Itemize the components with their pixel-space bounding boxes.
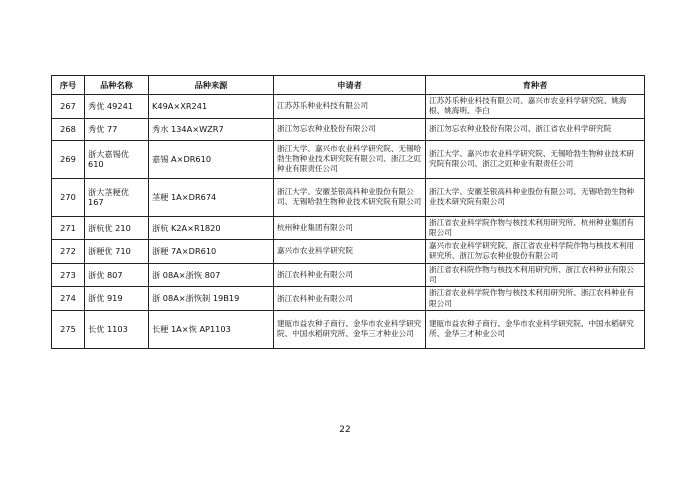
cell-breeder: 江苏苏乐种业科技有限公司、嘉兴市农业科学研究院、姚海根、姚海明、李白 (426, 95, 645, 119)
cell-variety-source: 浙粳 7A×DR610 (149, 240, 274, 264)
table-row (52, 310, 645, 348)
cell-applicant: 浙江勿忘农种业股份有限公司 (274, 118, 426, 140)
cell-no: 268 (52, 118, 85, 140)
cell-no: 269 (52, 140, 85, 178)
header-breeder: 育种者 (426, 76, 645, 95)
cell-variety-name: 浙优 807 (85, 263, 149, 287)
cell-breeder: 浙江大学、嘉兴市农业科学研究院、无锡哈勃生物种业技术研究院有限公司、浙江之豇种业有限责任公司 (426, 140, 645, 178)
cell-variety-source: 浙杭 K2A×R1820 (149, 216, 274, 240)
cell-applicant: 嘉兴市农业科学研究院 (274, 240, 426, 264)
cell-variety-name: 浙粳优 710 (85, 240, 149, 264)
table-header-row (52, 76, 645, 95)
cell-no: 272 (52, 240, 85, 264)
header-variety-source: 品种来源 (149, 76, 274, 95)
cell-variety-name: 秀优 49241 (85, 95, 149, 119)
cell-variety-source: 浙 08A×浙恢 807 (149, 263, 274, 287)
cell-applicant: 浙江大学、安徽荃银高科种业股份有限公司、无锡哈勃生物种业技术研究院有限公司 (274, 178, 426, 216)
cell-variety-name: 浙大嘉锡优 610 (85, 140, 149, 178)
header-variety-name: 品种名称 (85, 76, 149, 95)
cell-applicant: 浙江农科种业有限公司 (274, 287, 426, 311)
cell-variety-source: 嘉锡 A×DR610 (149, 140, 274, 178)
cell-variety-name: 浙大茎粳优 167 (85, 178, 149, 216)
cell-applicant: 江苏苏乐种业科技有限公司 (274, 95, 426, 119)
cell-breeder: 浙江勿忘农种业股份有限公司、浙江省农业科学研究院 (426, 118, 645, 140)
cell-no: 275 (52, 310, 85, 348)
cell-variety-source: K49A×XR241 (149, 95, 274, 119)
cell-variety-name: 长优 1103 (85, 310, 149, 348)
cell-breeder: 浙江省农业科学院作物与核技术利用研究所、杭州种业集团有限公司 (426, 216, 645, 240)
cell-applicant: 建瓯市益农种子商行、金华市农业科学研究院、中国水稻研究所、金华三才种业公司 (274, 310, 426, 348)
cell-no: 270 (52, 178, 85, 216)
cell-variety-source: 秀水 134A×WZR7 (149, 118, 274, 140)
cell-variety-source: 浙 08A×浙恢制 19B19 (149, 287, 274, 311)
header-no: 序号 (52, 76, 85, 95)
cell-applicant: 浙江农科种业有限公司 (274, 263, 426, 287)
table-row (52, 95, 645, 119)
cell-breeder: 建瓯市益农种子商行、金华市农业科学研究院、中国水稻研究所、金华三才种业公司 (426, 310, 645, 348)
cell-breeder: 浙江省农科院作物与核技术利用研究所、浙江农科种业有限公司 (426, 263, 645, 287)
cell-breeder: 浙江省农业科学院作物与核技术利用研究所、浙江农科种业有限公司 (426, 287, 645, 311)
cell-variety-source: 茎粳 1A×DR674 (149, 178, 274, 216)
cell-applicant: 浙江大学、嘉兴市农业科学研究院、无锡哈勃生物种业技术研究院有限公司、浙江之豇种业有限责任公司 (274, 140, 426, 178)
header-applicant: 申请者 (274, 76, 426, 95)
cell-variety-name: 浙杭优 210 (85, 216, 149, 240)
cell-no: 274 (52, 287, 85, 311)
table-row (52, 140, 645, 178)
cell-no: 271 (52, 216, 85, 240)
table-row (52, 240, 645, 264)
variety-table (51, 75, 645, 349)
table-row (52, 263, 645, 287)
table-row (52, 118, 645, 140)
cell-variety-name: 秀优 77 (85, 118, 149, 140)
table-row (52, 178, 645, 216)
table-row (52, 287, 645, 311)
cell-breeder: 浙江大学、安徽荃银高科种业股份有限公司、无锡哈勃生物种业技术研究院有限公司 (426, 178, 645, 216)
cell-variety-name: 浙优 919 (85, 287, 149, 311)
cell-no: 273 (52, 263, 85, 287)
cell-no: 267 (52, 95, 85, 119)
cell-variety-source: 长粳 1A×恢 AP1103 (149, 310, 274, 348)
cell-applicant: 杭州种业集团有限公司 (274, 216, 426, 240)
cell-breeder: 嘉兴市农业科学研究院、浙江省农业科学院作物与核技术利用研究所、浙江勿忘农种业股份有限公司 (426, 240, 645, 264)
table-row (52, 216, 645, 240)
page-number: 22 (339, 425, 351, 435)
